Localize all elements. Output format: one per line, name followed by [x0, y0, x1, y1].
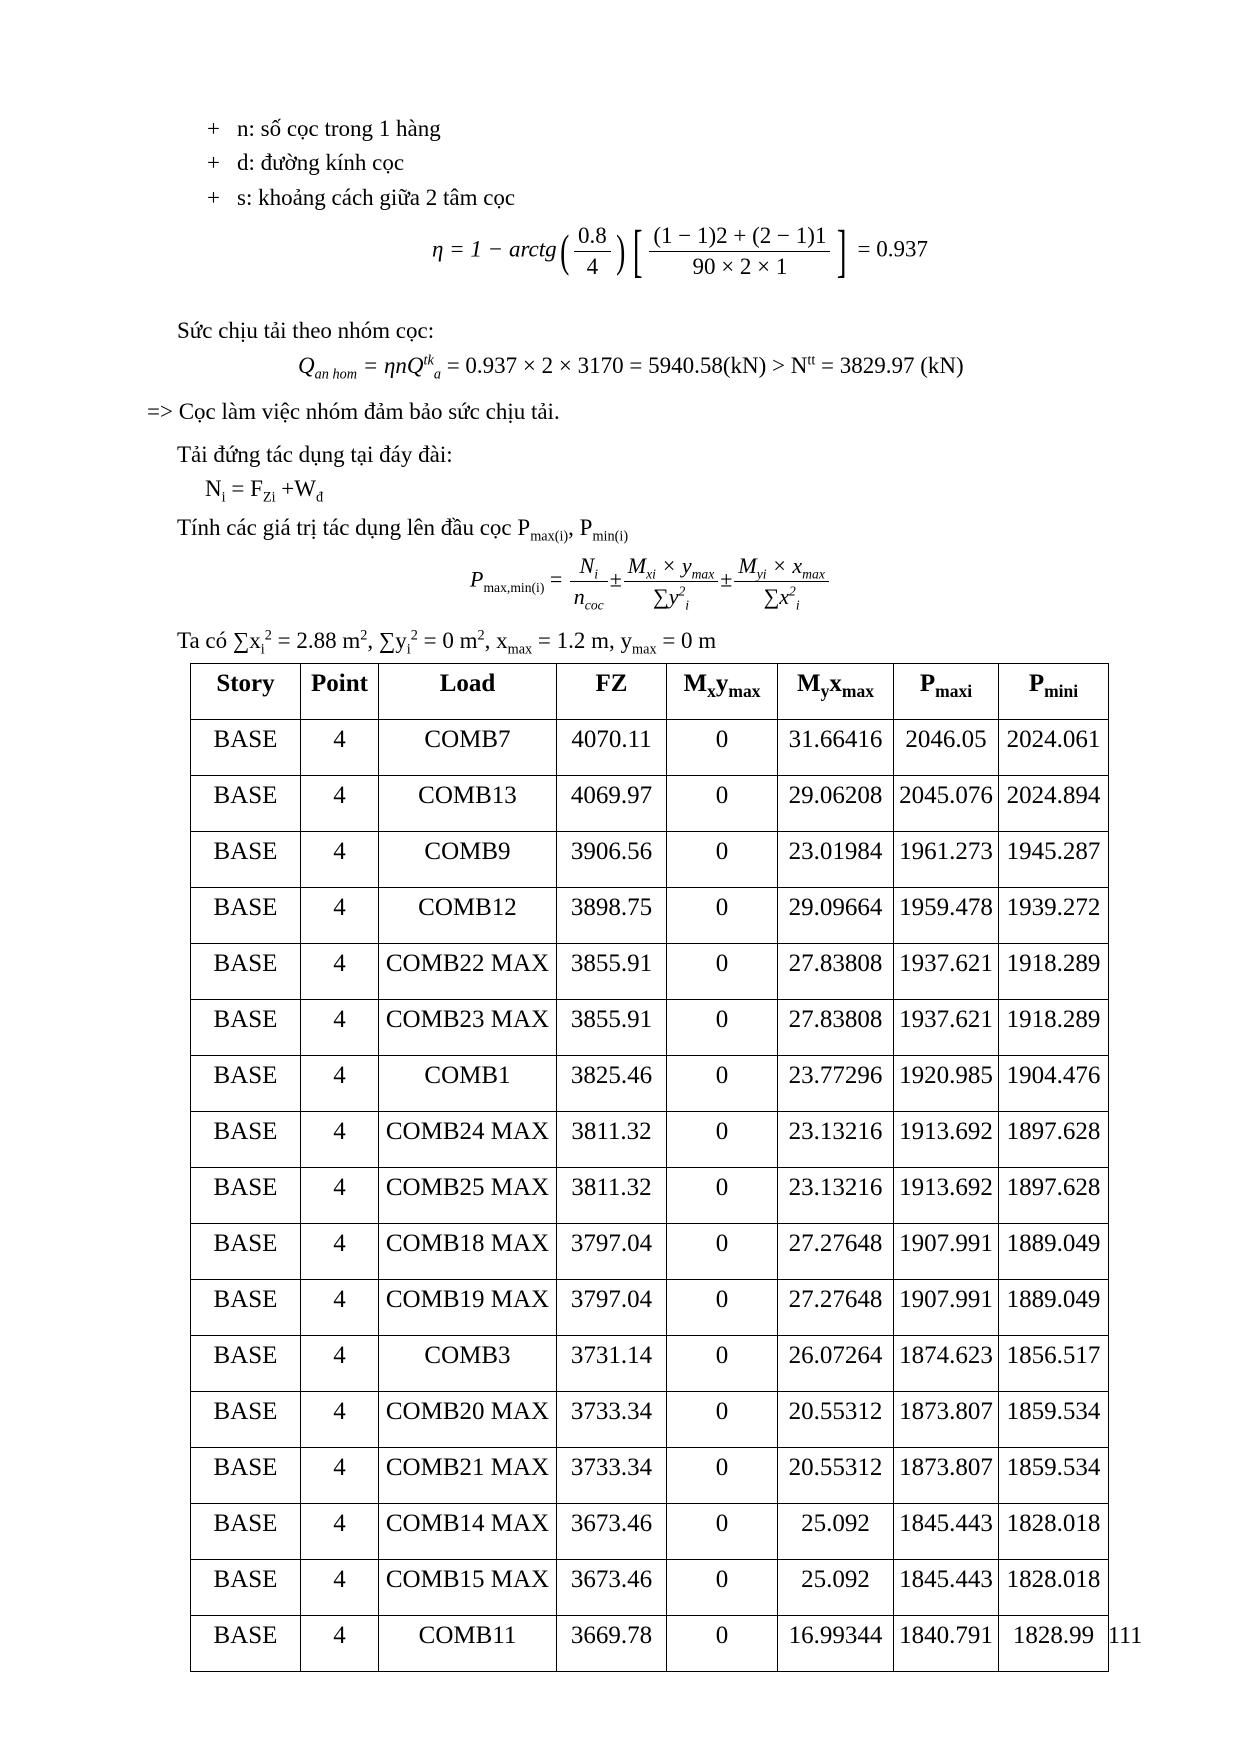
table-cell: 4 [301, 1224, 379, 1280]
table-cell: 1961.273 [894, 832, 999, 888]
header-mxymax: $M_xy_{max}$ [667, 664, 778, 720]
eta-formula: η = 1 − arctg( $\frac{0.8}{4}$ ) [ $\frac{(1 - 1)2 + (2 - 1)1}{90 \times 2 \times 1}$ ] = 0.937 [432, 218, 929, 283]
table-cell: COMB13 [379, 776, 557, 832]
table-cell: 0 [667, 888, 778, 944]
table-cell: BASE [191, 888, 301, 944]
pmax-heading: Tính các giá trị tác dụng lên đầu cọc $P_{max(i)}$, $P_{min(i)}$ [177, 515, 629, 545]
table-cell: 4 [301, 944, 379, 1000]
plus-bullet: + [207, 185, 220, 210]
table-cell: 0 [667, 1056, 778, 1112]
eta-lhs: η = 1 − arctg [432, 236, 557, 262]
table-row [191, 888, 1109, 944]
table-cell: 1913.692 [894, 1112, 999, 1168]
table-cell: 4 [301, 1560, 379, 1616]
page-number: 111 [1108, 1623, 1143, 1649]
table-row [191, 944, 1109, 1000]
table-cell: 0 [667, 776, 778, 832]
table-cell: 1918.289 [999, 944, 1109, 1000]
pmax-formula: $P_{max,min(i)}$ = $\frac{N_i}{n_{coc}}$ ± $\frac{M_{xi} \times y_{max}}{\sum y^2_i}$ ± $\frac{M_{yi} \times x_{max}}{\sum x^2_i}$ [470, 553, 831, 610]
table-header-row [191, 664, 1109, 720]
table-cell: 1937.621 [894, 944, 999, 1000]
table-cell: 3733.34 [557, 1448, 667, 1504]
sums-line: Ta có $\sum x_i^2 = 2.88$ $m^2$, $\sum y_i^2 = 0$ $m^2$, $x_{max} = 1.2$ m, $y_{max} = 0$ m [177, 627, 717, 658]
table-row [191, 1056, 1109, 1112]
table-cell: 4070.11 [557, 720, 667, 776]
table-cell: 0 [667, 1448, 778, 1504]
conclusion-text: => Cọc làm việc nhóm đảm bảo sức chịu tải. [147, 399, 560, 424]
table-cell: BASE [191, 944, 301, 1000]
table-cell: COMB24 MAX [379, 1112, 557, 1168]
table-cell: 4 [301, 1280, 379, 1336]
table-cell: COMB12 [379, 888, 557, 944]
table-cell: COMB7 [379, 720, 557, 776]
header-pmini: $P_{mini}$ [999, 664, 1109, 720]
table-cell: COMB1 [379, 1056, 557, 1112]
table-cell: COMB22 MAX [379, 944, 557, 1000]
table-cell: 1959.478 [894, 888, 999, 944]
table-cell: 16.99344 [778, 1616, 894, 1672]
table-cell: 0 [667, 1616, 778, 1672]
pmax-fraction-1: $\frac{N_i}{n_{coc}}$ [570, 553, 608, 610]
table-cell: COMB18 MAX [379, 1224, 557, 1280]
table-cell: BASE [191, 1448, 301, 1504]
table-cell: 0 [667, 1112, 778, 1168]
eta-result: = 0.937 [857, 236, 929, 262]
table-cell: 4 [301, 832, 379, 888]
table-cell: 1859.534 [999, 1448, 1109, 1504]
table-cell: 27.83808 [778, 1000, 894, 1056]
header-load: Load [379, 664, 557, 720]
group-formula: $Q_{an hom} = \eta nQ^{tk}_a = 0.937 \times 2 \times 3170 = 5940.58(kN) > N^{tt} = 3829.97$ (kN) [298, 352, 964, 383]
table-cell: 29.09664 [778, 888, 894, 944]
table-cell: 23.01984 [778, 832, 894, 888]
table-cell: BASE [191, 1224, 301, 1280]
table-cell: 1945.287 [999, 832, 1109, 888]
table-row [191, 1392, 1109, 1448]
table-cell: BASE [191, 1336, 301, 1392]
table-cell: 27.27648 [778, 1224, 894, 1280]
table-row [191, 776, 1109, 832]
table-cell: 1907.991 [894, 1224, 999, 1280]
table-cell: 31.66416 [778, 720, 894, 776]
header-myxmax: $M_yx_{max}$ [778, 664, 894, 720]
table-cell: 1904.476 [999, 1056, 1109, 1112]
table-cell: 23.13216 [778, 1112, 894, 1168]
table-cell: 4 [301, 776, 379, 832]
table-row [191, 1616, 1109, 1672]
table-cell: BASE [191, 720, 301, 776]
table-cell: 0 [667, 1504, 778, 1560]
plus-bullet: + [207, 150, 220, 175]
table-row [191, 1112, 1109, 1168]
table-cell: 1856.517 [999, 1336, 1109, 1392]
table-cell: BASE [191, 776, 301, 832]
table-cell: 1897.628 [999, 1112, 1109, 1168]
table-cell: 1939.272 [999, 888, 1109, 944]
table-cell: 3731.14 [557, 1336, 667, 1392]
table-cell: 1907.991 [894, 1280, 999, 1336]
table-cell: COMB23 MAX [379, 1000, 557, 1056]
bullet-text: d: đường kính cọc [237, 150, 405, 175]
table-cell: 4 [301, 888, 379, 944]
table-cell: 1828.018 [999, 1560, 1109, 1616]
header-fz: FZ [557, 664, 667, 720]
table-cell: 3811.32 [557, 1168, 667, 1224]
table-cell: 23.77296 [778, 1056, 894, 1112]
bullet-item [207, 150, 404, 176]
table-cell: 0 [667, 1000, 778, 1056]
table-cell: 3906.56 [557, 832, 667, 888]
table-cell: COMB19 MAX [379, 1280, 557, 1336]
bullet-text: s: khoảng cách giữa 2 tâm cọc [237, 185, 516, 210]
table-row [191, 832, 1109, 888]
table-cell: BASE [191, 1616, 301, 1672]
table-cell: 3797.04 [557, 1280, 667, 1336]
table-cell: 1913.692 [894, 1168, 999, 1224]
table-cell: 20.55312 [778, 1448, 894, 1504]
table-cell: 23.13216 [778, 1168, 894, 1224]
table-cell: 0 [667, 1392, 778, 1448]
table-cell: BASE [191, 1504, 301, 1560]
eta-fraction-1: $\frac{0.8}{4}$ [574, 223, 611, 280]
table-cell: BASE [191, 1168, 301, 1224]
table-cell: BASE [191, 1000, 301, 1056]
table-cell: BASE [191, 1112, 301, 1168]
table-cell: COMB3 [379, 1336, 557, 1392]
table-row [191, 1280, 1109, 1336]
table-cell: 1897.628 [999, 1168, 1109, 1224]
table-cell: 2046.05 [894, 720, 999, 776]
pile-load-table [190, 663, 1109, 1672]
load-formula: $N_i = F_{Zi} +W_đ$ [205, 476, 324, 506]
table-cell: 1920.985 [894, 1056, 999, 1112]
table-cell: 4 [301, 1056, 379, 1112]
table-cell: COMB25 MAX [379, 1168, 557, 1224]
pmax-fraction-2: $\frac{M_{xi} \times y_{max}}{\sum y^2_i}$ [624, 553, 719, 610]
table-cell: 3855.91 [557, 944, 667, 1000]
table-cell: 1859.534 [999, 1392, 1109, 1448]
table-cell: 25.092 [778, 1504, 894, 1560]
table-cell: 2024.894 [999, 776, 1109, 832]
table-row [191, 1168, 1109, 1224]
load-heading: Tải đứng tác dụng tại đáy đài: [177, 442, 453, 467]
eta-fraction-2: $\frac{(1 - 1)2 + (2 - 1)1}{90 \times 2 \times 1}$ [649, 223, 830, 280]
table-cell: 0 [667, 1336, 778, 1392]
table-cell: 3669.78 [557, 1616, 667, 1672]
group-heading: Sức chịu tải theo nhóm cọc: [177, 318, 435, 343]
table-cell: 3673.46 [557, 1504, 667, 1560]
table-cell: 4 [301, 1448, 379, 1504]
table-cell: 26.07264 [778, 1336, 894, 1392]
table-cell: COMB11 [379, 1616, 557, 1672]
table-cell: 1937.621 [894, 1000, 999, 1056]
table-row [191, 1504, 1109, 1560]
bullet-item [207, 185, 515, 211]
pmax-fraction-3: $\frac{M_{yi} \times x_{max}}{\sum x^2_i}$ [734, 553, 829, 610]
table-cell: 1845.443 [894, 1504, 999, 1560]
table-cell: 27.27648 [778, 1280, 894, 1336]
table-cell: 4 [301, 1000, 379, 1056]
table-row [191, 1224, 1109, 1280]
table-cell: 4 [301, 720, 379, 776]
table-cell: COMB21 MAX [379, 1448, 557, 1504]
table-cell: 4 [301, 1504, 379, 1560]
table-cell: 3898.75 [557, 888, 667, 944]
table-cell: COMB15 MAX [379, 1560, 557, 1616]
table-cell: 4 [301, 1616, 379, 1672]
table-cell: 1889.049 [999, 1224, 1109, 1280]
table-cell: 0 [667, 1168, 778, 1224]
table-row [191, 720, 1109, 776]
table-cell: BASE [191, 1280, 301, 1336]
table-row [191, 1560, 1109, 1616]
table-cell: COMB9 [379, 832, 557, 888]
table-cell: BASE [191, 1392, 301, 1448]
table-cell: 2045.076 [894, 776, 999, 832]
table-cell: 1918.289 [999, 1000, 1109, 1056]
table-row [191, 1000, 1109, 1056]
table-cell: 0 [667, 944, 778, 1000]
table-cell: 1874.623 [894, 1336, 999, 1392]
bullet-item [207, 116, 441, 142]
table-cell: 4069.97 [557, 776, 667, 832]
table-cell: 20.55312 [778, 1392, 894, 1448]
table-cell: 29.06208 [778, 776, 894, 832]
table-cell: 1828.018 [999, 1504, 1109, 1560]
table-cell: 3797.04 [557, 1224, 667, 1280]
table-cell: BASE [191, 1560, 301, 1616]
table-cell: 4 [301, 1336, 379, 1392]
table-cell: 0 [667, 1560, 778, 1616]
table-cell: 3855.91 [557, 1000, 667, 1056]
plus-bullet: + [207, 116, 220, 141]
table-cell: 3825.46 [557, 1056, 667, 1112]
table-cell: 2024.061 [999, 720, 1109, 776]
table-row [191, 1336, 1109, 1392]
table-cell: COMB20 MAX [379, 1392, 557, 1448]
table-cell: 0 [667, 1280, 778, 1336]
header-pmaxi: $P_{maxi}$ [894, 664, 999, 720]
table-row [191, 1448, 1109, 1504]
table-cell: 0 [667, 1224, 778, 1280]
table-cell: 1889.049 [999, 1280, 1109, 1336]
table-cell: 3811.32 [557, 1112, 667, 1168]
table-cell: BASE [191, 1056, 301, 1112]
table-cell: 1840.791 [894, 1616, 999, 1672]
table-cell: 3733.34 [557, 1392, 667, 1448]
table-cell: 1828.99 [999, 1616, 1109, 1672]
table-cell: 4 [301, 1112, 379, 1168]
table-cell: 3673.46 [557, 1560, 667, 1616]
table-cell: 25.092 [778, 1560, 894, 1616]
table-cell: 0 [667, 720, 778, 776]
table-cell: 27.83808 [778, 944, 894, 1000]
table-cell: 1873.807 [894, 1392, 999, 1448]
table-cell: 4 [301, 1168, 379, 1224]
table-cell: 4 [301, 1392, 379, 1448]
table-cell: 0 [667, 832, 778, 888]
header-story: Story [191, 664, 301, 720]
header-point: Point [301, 664, 379, 720]
bullet-text: n: số cọc trong 1 hàng [237, 116, 441, 141]
table-cell: COMB14 MAX [379, 1504, 557, 1560]
table-cell: 1873.807 [894, 1448, 999, 1504]
table-cell: 1845.443 [894, 1560, 999, 1616]
table-cell: BASE [191, 832, 301, 888]
